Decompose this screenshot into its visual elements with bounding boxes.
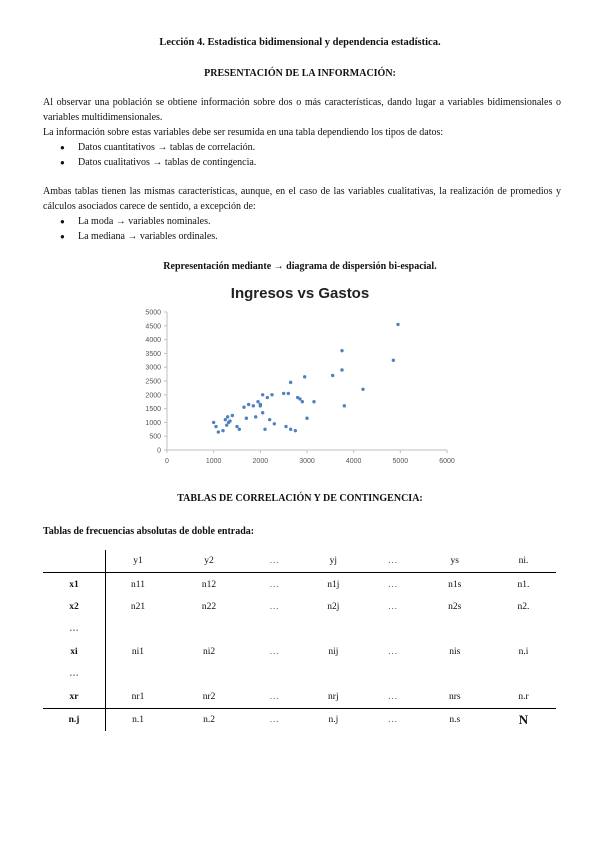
table-cell: x1 xyxy=(69,579,79,590)
table-cell: ni2 xyxy=(202,646,216,657)
scatter-point xyxy=(214,425,217,428)
table-cell: n.2 xyxy=(170,708,248,731)
table-cell: … xyxy=(269,646,279,657)
table-cell: ni. xyxy=(491,550,556,573)
y-tick-label: 4500 xyxy=(145,323,161,331)
page-title: Lección 4. Estadística bidimensional y dependencia estadística. xyxy=(159,37,441,48)
scatter-point xyxy=(238,428,241,431)
table-cell: … xyxy=(387,646,398,657)
table-cell: nij xyxy=(328,646,339,657)
scatter-point xyxy=(242,406,245,409)
data-types-paragraph: La información sobre estas variables debe ser resumida en una tabla dependiendo los tipos de datos: xyxy=(43,127,444,138)
scatter-point xyxy=(235,425,238,428)
y-tick-label: 5000 xyxy=(145,309,161,317)
x-tick-label: 5000 xyxy=(392,458,409,465)
list-item: ● Datos cualitativos → tablas de contingencia. xyxy=(60,155,256,170)
list-item: ● La moda → variables nominales. xyxy=(60,214,218,229)
table-cell xyxy=(419,663,491,685)
scatter-point xyxy=(361,388,364,391)
table-cell: N xyxy=(491,708,556,731)
scatter-point xyxy=(340,368,343,371)
table-cell: … xyxy=(387,601,398,612)
table-cell: n.i xyxy=(518,646,529,657)
scatter-point xyxy=(224,418,227,421)
table-cell: n.j xyxy=(300,708,367,731)
table-cell: ys xyxy=(419,550,491,573)
table-cell: n22 xyxy=(201,601,217,612)
table-cell: n2j xyxy=(327,601,340,612)
scatter-point xyxy=(252,404,255,407)
table-cell xyxy=(106,663,171,685)
table-row xyxy=(43,618,556,640)
scatter-point xyxy=(263,428,266,431)
y-tick-label: 500 xyxy=(149,433,161,441)
chart-points xyxy=(212,323,400,434)
table-cell xyxy=(300,663,367,685)
scatter-point xyxy=(298,397,301,400)
scatter-point xyxy=(312,400,315,403)
scatter-point xyxy=(289,381,292,384)
section-heading-tables: TABLAS DE CORRELACIÓN Y DE CONTINGENCIA: xyxy=(177,493,423,504)
table-cell xyxy=(300,618,367,640)
table-cell xyxy=(248,663,300,685)
table-cell xyxy=(491,618,556,640)
x-tick-label: 0 xyxy=(165,458,169,465)
scatter-point xyxy=(268,418,271,421)
scatter-point xyxy=(245,417,248,420)
chart-axes xyxy=(167,312,447,450)
scatter-point xyxy=(259,403,262,406)
table-cell xyxy=(367,618,419,640)
exceptions-list xyxy=(60,214,218,244)
table-heading: Tablas de frecuencias absolutas de doble entrada: xyxy=(43,526,255,537)
scatter-point xyxy=(305,417,308,420)
table-cell: n2s xyxy=(448,601,462,612)
table-cell: n.j xyxy=(43,708,106,731)
table-cell: ni1 xyxy=(106,641,171,663)
y-tick-label: 4000 xyxy=(145,337,161,345)
section-heading-presentation: PRESENTACIÓN DE LA INFORMACIÓN: xyxy=(204,68,396,79)
characteristics-paragraph: Ambas tablas tienen las mismas características, aunque, en el caso de las variables cualitativas, la realización de promedios y cálculos asociados carece de sentido, a excepción de: xyxy=(43,186,561,212)
list-item: ● La mediana → variables ordinales. xyxy=(60,229,218,244)
scatter-point xyxy=(256,400,259,403)
table-cell xyxy=(491,663,556,685)
x-tick-label: 1000 xyxy=(205,458,222,465)
frequency-table xyxy=(43,550,556,731)
scatter-point xyxy=(340,349,343,352)
chart-title: Ingresos vs Gastos xyxy=(230,285,370,302)
table-cell: … xyxy=(387,579,398,590)
table-row xyxy=(43,550,556,573)
table-row xyxy=(43,596,556,618)
y-tick-label: 2000 xyxy=(145,392,161,400)
y-tick-label: 1500 xyxy=(145,406,161,414)
table-cell: nr1 xyxy=(106,685,171,708)
scatter-point xyxy=(221,429,224,432)
table-cell: … xyxy=(248,708,300,731)
table-cell: n11 xyxy=(106,573,171,596)
table-cell: n1j xyxy=(327,579,340,590)
table-cell xyxy=(367,663,419,685)
chart-ticks xyxy=(145,310,454,466)
scatter-point xyxy=(396,323,399,326)
scatter-point xyxy=(226,415,229,418)
scatter-point xyxy=(294,429,297,432)
table-cell xyxy=(248,618,300,640)
scatter-point xyxy=(270,393,273,396)
x-tick-label: 3000 xyxy=(299,458,315,465)
scatter-point xyxy=(217,430,220,433)
table-row xyxy=(43,573,556,596)
data-types-list xyxy=(60,140,256,170)
table-cell: … xyxy=(69,624,79,635)
scatter-point xyxy=(287,392,290,395)
scatter-point xyxy=(392,359,395,362)
table-cell: … xyxy=(248,550,300,573)
intro-paragraph: Al observar una población se obtiene información sobre dos o más características, dando lugar a variables bidimensionales o variables multidimensionales. xyxy=(43,97,561,123)
scatter-point xyxy=(225,423,228,426)
scatter-point xyxy=(282,392,285,395)
scatter-point xyxy=(254,415,257,418)
y-tick-label: 0 xyxy=(157,447,161,455)
table-row xyxy=(43,641,556,663)
table-cell xyxy=(170,663,248,685)
scatter-point xyxy=(212,421,215,424)
scatter-point xyxy=(261,411,264,414)
table-cell: n12 xyxy=(201,579,217,590)
table-cell: n.1 xyxy=(106,708,171,731)
table-cell: nrj xyxy=(328,691,339,702)
scatter-point xyxy=(261,393,264,396)
table-cell xyxy=(43,550,106,573)
x-tick-label: 2000 xyxy=(252,458,269,465)
scatter-point xyxy=(266,396,269,399)
x-tick-label: 4000 xyxy=(345,458,362,465)
table-cell: n.s xyxy=(419,708,491,731)
table-cell: … xyxy=(387,691,398,702)
y-tick-label: 1000 xyxy=(145,419,161,427)
y-tick-label: 2500 xyxy=(145,378,161,386)
table-cell: nr2 xyxy=(202,691,216,702)
table-cell: … xyxy=(367,550,419,573)
y-tick-label: 3000 xyxy=(145,364,161,372)
table-cell: n1. xyxy=(517,579,530,590)
scatter-chart xyxy=(125,278,465,470)
table-row xyxy=(43,685,556,708)
list-item: ● Datos cuantitativos → tablas de correlación. xyxy=(60,140,256,155)
scatter-point xyxy=(301,400,304,403)
table-cell: x2 xyxy=(69,601,79,612)
table-cell: nis xyxy=(449,646,461,657)
table-cell xyxy=(419,618,491,640)
table-cell: yj xyxy=(300,550,367,573)
table-cell: y2 xyxy=(170,550,248,573)
scatter-point xyxy=(289,428,292,431)
scatter-point xyxy=(247,403,250,406)
y-tick-label: 3500 xyxy=(145,350,161,358)
scatter-point xyxy=(228,419,231,422)
table-cell: … xyxy=(269,691,279,702)
table-cell: n21 xyxy=(106,596,171,618)
chart-heading: Representación mediante → diagrama de dispersión bi-espacial. xyxy=(163,261,437,272)
table-cell xyxy=(106,618,171,640)
scatter-point xyxy=(343,404,346,407)
scatter-point xyxy=(284,425,287,428)
scatter-point xyxy=(273,422,276,425)
x-tick-label: 6000 xyxy=(439,458,455,465)
table-cell: … xyxy=(269,579,279,590)
table-row xyxy=(43,663,556,685)
table-row xyxy=(43,708,556,731)
table-cell: n.r xyxy=(518,691,529,702)
scatter-point xyxy=(331,374,334,377)
table-cell: … xyxy=(269,601,279,612)
table-cell: n1s xyxy=(448,579,462,590)
table-cell: nrs xyxy=(448,691,461,702)
table-cell: y1 xyxy=(106,550,171,573)
scatter-point xyxy=(231,414,234,417)
scatter-point xyxy=(303,375,306,378)
table-cell: n2. xyxy=(517,601,530,612)
table-cell: … xyxy=(69,669,79,680)
table-cell: xr xyxy=(69,691,79,702)
table-cell xyxy=(170,618,248,640)
table-cell: … xyxy=(367,708,419,731)
table-cell: xi xyxy=(70,646,78,657)
